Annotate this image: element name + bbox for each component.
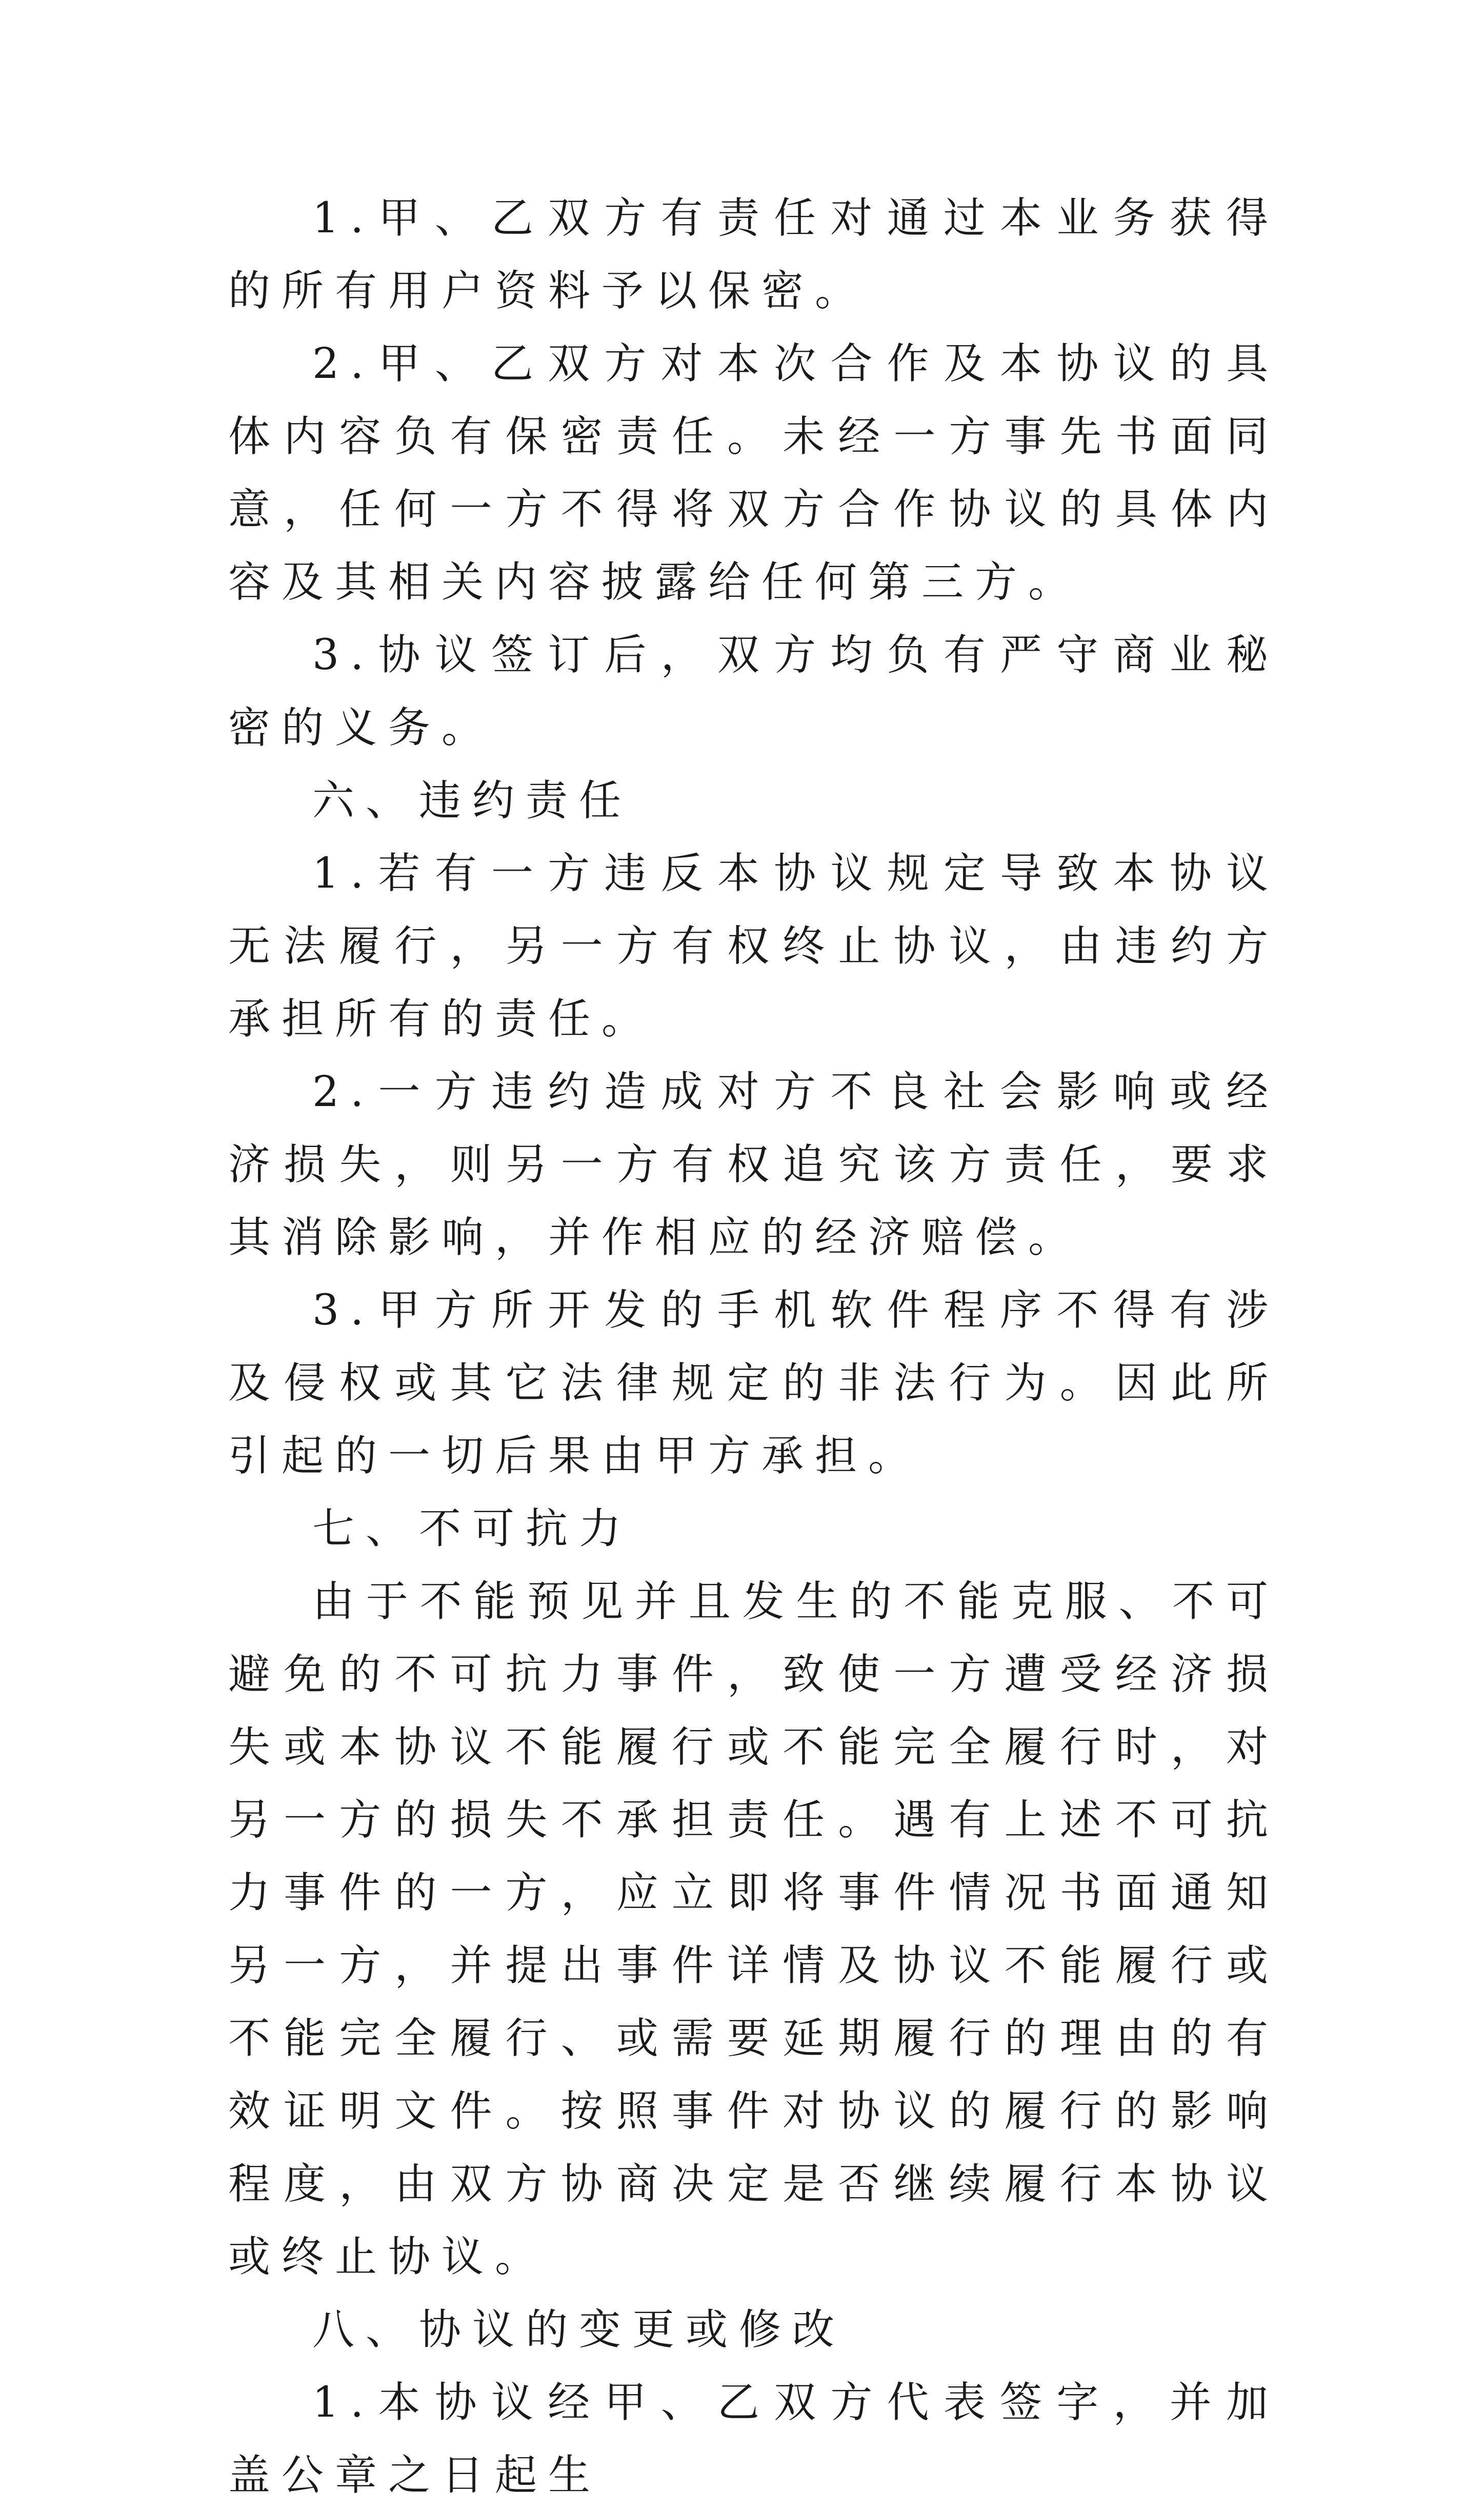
paragraph-breach-1: 1.若有一方违反本协议规定导致本协议无法履行，另一方有权终止协议，由违约方承担所有的责任。 <box>228 849 1279 1043</box>
paragraph-force-majeure: 由于不能预见并且发生的不能克服、不可避免的不可抗力事件，致使一方遭受经济损失或本协议不能履行或不能完全履行时，对另一方的损失不承担责任。遇有上述不可抗力事件的一方，应立即将事件情况书面通知另一方，并提出事件详情及协议不能履行或不能完全履行、或需要延期履行的理由的有效证明文件。按照事件对协议的履行的影响程度，由双方协商决定是否继续履行本协议或终止协议。 <box>228 1577 1279 2281</box>
section-heading-force-majeure: 七、不可抗力 <box>312 1504 633 1553</box>
document-body <box>228 182 1279 2512</box>
paragraph-confidentiality-1: 1.甲、乙双方有责任对通过本业务获得的所有用户资料予以保密。 <box>228 194 1279 315</box>
paragraph-amendment-1: 1.本协议经甲、乙双方代表签字，并加盖公章之日起生 <box>228 2378 1279 2500</box>
paragraph-breach-3: 3.甲方所开发的手机软件程序不得有涉及侵权或其它法律规定的非法行为。因此所引起的一切后果由甲方承担。 <box>228 1286 1279 1480</box>
paragraph-confidentiality-2: 2.甲、乙双方对本次合作及本协议的具体内容负有保密责任。未经一方事先书面同意，任何一方不得将双方合作协议的具体内容及其相关内容披露给任何第三方。 <box>228 339 1279 607</box>
section-heading-breach: 六、违约责任 <box>312 776 633 825</box>
paragraph-confidentiality-3: 3.协议签订后，双方均负有严守商业秘密的义务。 <box>228 631 1279 752</box>
section-heading-amendment: 八、协议的变更或修改 <box>312 2305 846 2354</box>
paragraph-breach-2: 2.一方违约造成对方不良社会影响或经济损失，则另一方有权追究该方责任，要求其消除影响，并作相应的经济赔偿。 <box>228 1068 1279 1262</box>
